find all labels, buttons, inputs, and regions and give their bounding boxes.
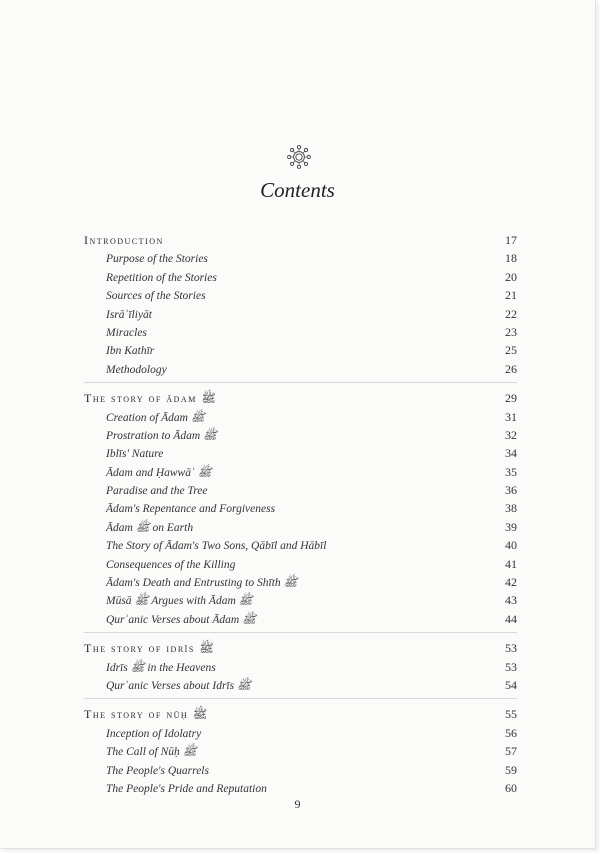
toc-heading-label: The story of idrīs ﷺ bbox=[84, 641, 214, 656]
toc-entry-label: The People's Pride and Reputation bbox=[106, 782, 267, 795]
toc-entry-label: Mūsā ﷺ Argues with Ādam ﷺ bbox=[106, 595, 253, 608]
toc-heading-row[interactable] bbox=[84, 705, 517, 723]
toc-page-number: 53 bbox=[505, 659, 517, 674]
toc-page-number: 32 bbox=[505, 427, 517, 442]
toc-entry-row[interactable] bbox=[84, 426, 517, 444]
toc-page-number: 43 bbox=[505, 593, 517, 608]
toc-entry-row[interactable] bbox=[84, 305, 517, 323]
toc-entry-label: The People's Quarrels bbox=[106, 764, 209, 777]
toc-entry-label: Isrāʾīliyāt bbox=[106, 308, 152, 321]
toc-entry-label: Methodology bbox=[106, 363, 167, 376]
toc-entry-label: The Call of Nūḥ ﷺ bbox=[106, 746, 197, 759]
toc-entry-label: Ādam and Ḥawwāʾ ﷺ bbox=[106, 466, 212, 479]
toc-entry-row[interactable] bbox=[84, 555, 517, 573]
toc-page-number: 60 bbox=[505, 780, 517, 795]
toc-heading-label: The story of nūḥ ﷺ bbox=[84, 707, 208, 722]
toc-page-number: 54 bbox=[505, 677, 517, 692]
toc-page-number: 34 bbox=[505, 446, 517, 461]
toc-page-number: 31 bbox=[505, 409, 517, 424]
toc-entry-row[interactable] bbox=[84, 518, 517, 536]
toc-entry-label: Qurʾanic Verses about Ādam ﷺ bbox=[106, 613, 256, 626]
toc-page-number: 41 bbox=[505, 556, 517, 571]
toc-page-number: 25 bbox=[505, 343, 517, 358]
page-number: 9 bbox=[294, 797, 301, 811]
toc-entry-label: Miracles bbox=[106, 326, 147, 339]
page-title: Contents bbox=[260, 178, 335, 202]
toc-page-number: 59 bbox=[505, 762, 517, 777]
toc-entry-label: The Story of Ādam's Two Sons, Qābīl and Hābīl bbox=[106, 540, 327, 553]
toc-entry-label: Purpose of the Stories bbox=[106, 253, 208, 266]
toc-entry-label: Repetition of the Stories bbox=[106, 271, 217, 284]
toc-page-number: 36 bbox=[505, 483, 517, 498]
toc-page-number: 21 bbox=[505, 288, 517, 303]
toc-section bbox=[84, 705, 517, 801]
toc-page-number: 35 bbox=[505, 464, 517, 479]
toc-entry-label: Ādam's Repentance and Forgiveness bbox=[106, 503, 276, 516]
toc-page-number: 55 bbox=[505, 707, 517, 722]
toc-entry-row[interactable] bbox=[84, 463, 517, 481]
toc-entry-row[interactable] bbox=[84, 536, 517, 554]
toc-page-number: 42 bbox=[505, 575, 517, 590]
toc-entry-row[interactable] bbox=[84, 408, 517, 426]
toc-page-number: 40 bbox=[505, 538, 517, 553]
toc-entry-label: Prostration to Ādam ﷺ bbox=[106, 429, 217, 442]
toc-entry-label: Qurʾanic Verses about Idrīs ﷺ bbox=[106, 679, 251, 692]
toc-entry-label: Paradise and the Tree bbox=[106, 485, 208, 498]
toc-entry-row[interactable] bbox=[84, 742, 517, 760]
toc-page-number: 44 bbox=[505, 611, 517, 626]
toc-page-number: 23 bbox=[505, 324, 517, 339]
toc-entry-row[interactable] bbox=[84, 268, 517, 286]
toc-entry-row[interactable] bbox=[84, 779, 517, 797]
toc-section bbox=[84, 389, 517, 633]
toc-entry-label: Ibn Kathīr bbox=[106, 345, 155, 358]
toc-entry-row[interactable] bbox=[84, 323, 517, 341]
toc-entry-label: Ādam ﷺ on Earth bbox=[106, 521, 194, 534]
toc-entry-label: Sources of the Stories bbox=[106, 290, 206, 303]
toc-heading-row[interactable] bbox=[84, 231, 517, 249]
toc-entry-row[interactable] bbox=[84, 591, 517, 609]
toc-page-number: 38 bbox=[505, 501, 517, 516]
toc-entry-label: Inception of Idolatry bbox=[106, 727, 202, 740]
toc-heading-row[interactable] bbox=[84, 389, 517, 407]
toc-page-number: 20 bbox=[505, 269, 517, 284]
toc-page-number: 26 bbox=[505, 361, 517, 376]
toc-page-number: 29 bbox=[505, 391, 517, 406]
toc-entry-label: Creation of Ādam ﷺ bbox=[106, 411, 205, 424]
toc-page-number: 18 bbox=[505, 251, 517, 266]
toc-section bbox=[84, 639, 517, 699]
toc-entry-row[interactable] bbox=[84, 724, 517, 742]
toc-entry-label: Iblīs' Nature bbox=[106, 448, 164, 461]
toc-entry-row[interactable] bbox=[84, 499, 517, 517]
toc-entry-row[interactable] bbox=[84, 341, 517, 359]
toc-heading-label: Introduction bbox=[84, 233, 164, 247]
toc-heading-row[interactable] bbox=[84, 639, 517, 657]
toc-entry-row[interactable] bbox=[84, 761, 517, 779]
toc-page-number: 39 bbox=[505, 519, 517, 534]
toc-entry-row[interactable] bbox=[84, 481, 517, 499]
toc-entry-row[interactable] bbox=[84, 658, 517, 676]
toc-page-number: 57 bbox=[505, 744, 517, 759]
toc-entry-row[interactable] bbox=[84, 360, 517, 378]
toc-entry-label: Idrīs ﷺ in the Heavens bbox=[106, 661, 216, 674]
toc-page-number: 22 bbox=[505, 306, 517, 321]
toc-page-number: 53 bbox=[505, 641, 517, 656]
toc-entry-row[interactable] bbox=[84, 249, 517, 267]
toc-entry-row[interactable] bbox=[84, 573, 517, 591]
toc-heading-label: The story of ādam ﷺ bbox=[84, 391, 216, 406]
toc-entry-row[interactable] bbox=[84, 444, 517, 462]
toc-entry-row[interactable] bbox=[84, 286, 517, 304]
toc-page-number: 17 bbox=[505, 233, 517, 247]
toc-page-number: 56 bbox=[505, 725, 517, 740]
toc-entry-label: Ādam's Death and Entrusting to Shīth ﷺ bbox=[106, 577, 298, 590]
toc-entry-label: Consequences of the Killing bbox=[106, 558, 236, 571]
toc-section bbox=[84, 231, 517, 383]
toc-entry-row[interactable] bbox=[84, 610, 517, 628]
table-of-contents bbox=[84, 231, 517, 807]
toc-entry-row[interactable] bbox=[84, 676, 517, 694]
sunburst-ornament-icon bbox=[285, 143, 313, 171]
